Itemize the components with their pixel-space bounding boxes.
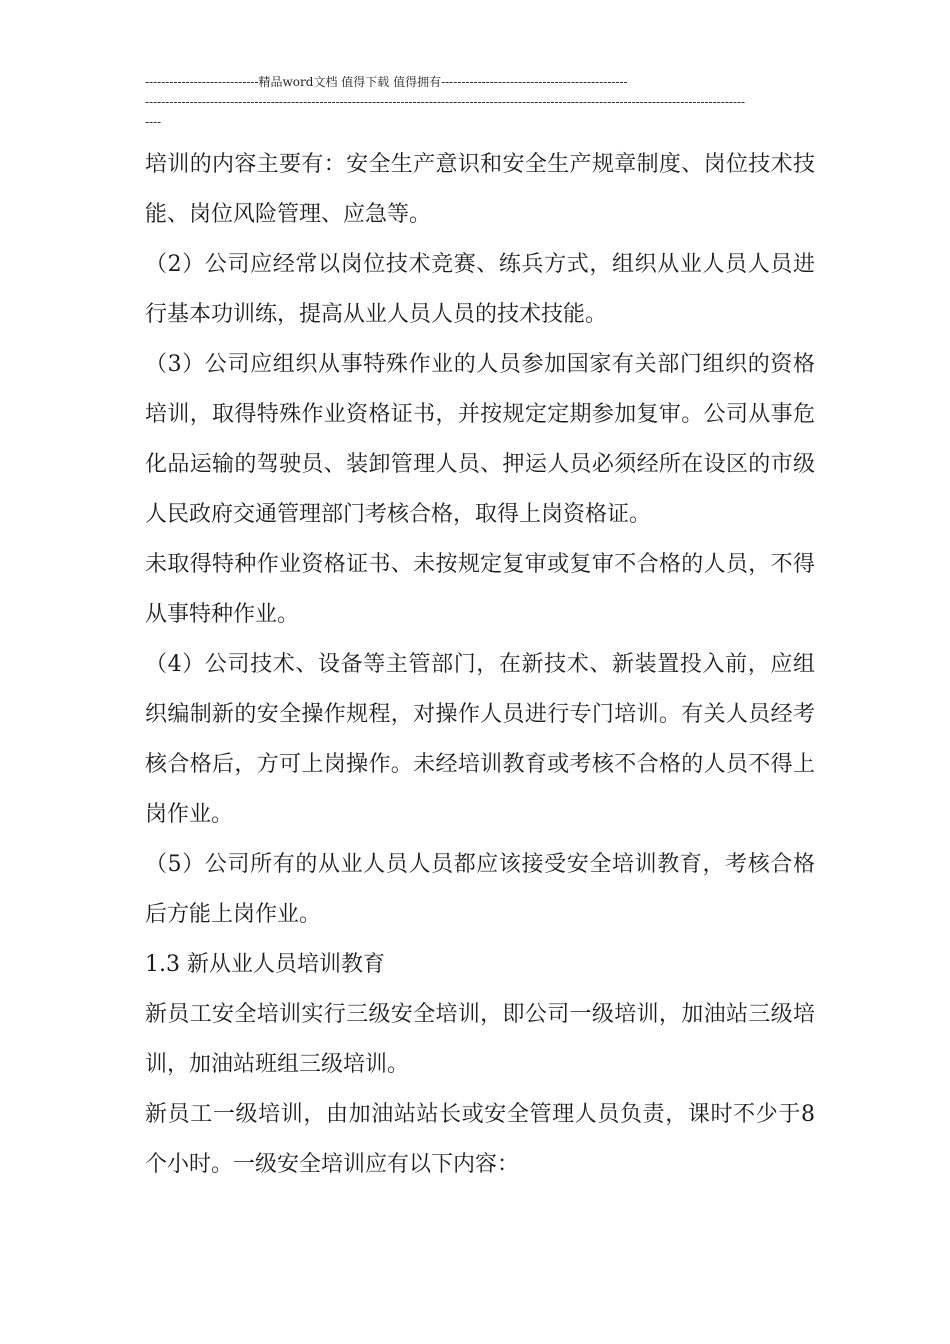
paragraph-item-4: （4）公司技术、设备等主管部门，在新技术、新装置投入前，应组织编制新的安全操作规程，对操作人员进行专门培训。有关人员经考核合格后，方可上岗操作。未经培训教育或考核不合格的人员不得上岗作业。 xyxy=(145,652,815,827)
paragraph-item-2: （2）公司应经常以岗位技术竞赛、练兵方式，组织从业人员人员进行基本功训练，提高从业人员人员的技术技能。 xyxy=(145,252,815,327)
document-body xyxy=(145,140,815,1190)
paragraph-first-level-training: 新员工一级培训，由加油站站长或安全管理人员负责，课时不少于8个小时。一级安全培训应有以下内容： xyxy=(145,1102,815,1177)
paragraph-training-content: 培训的内容主要有：安全生产意识和安全生产规章制度、岗位技术技能、岗位风险管理、应急等。 xyxy=(145,152,815,227)
section-heading-1-3: 1.3 新从业人员培训教育 xyxy=(145,952,385,977)
paragraph-special-operation: 未取得特种作业资格证书、未按规定复审或复审不合格的人员，不得从事特种作业。 xyxy=(145,552,815,627)
page-header xyxy=(145,72,810,132)
paragraph-item-5: （5）公司所有的从业人员人员都应该接受安全培训教育，考核合格后方能上岗作业。 xyxy=(145,852,815,927)
paragraph-three-level-training: 新员工安全培训实行三级安全培训，即公司一级培训，加油站三级培训，加油站班组三级培训。 xyxy=(145,1002,815,1077)
header-line-2: ---------------------------------------------------------------------------------------------------------------------------------------------------- xyxy=(145,95,746,109)
header-line-1: ----------------------------精品word文档 值得下载 值得拥有---------------------------------------------- xyxy=(145,75,628,89)
header-line-3: ---- xyxy=(145,115,162,129)
paragraph-item-3: （3）公司应组织从事特殊作业的人员参加国家有关部门组织的资格培训，取得特殊作业资格证书，并按规定定期参加复审。公司从事危化品运输的驾驶员、装卸管理人员、押运人员必须经所在设区的市级人民政府交通管理部门考核合格，取得上岗资格证。 xyxy=(145,352,815,527)
